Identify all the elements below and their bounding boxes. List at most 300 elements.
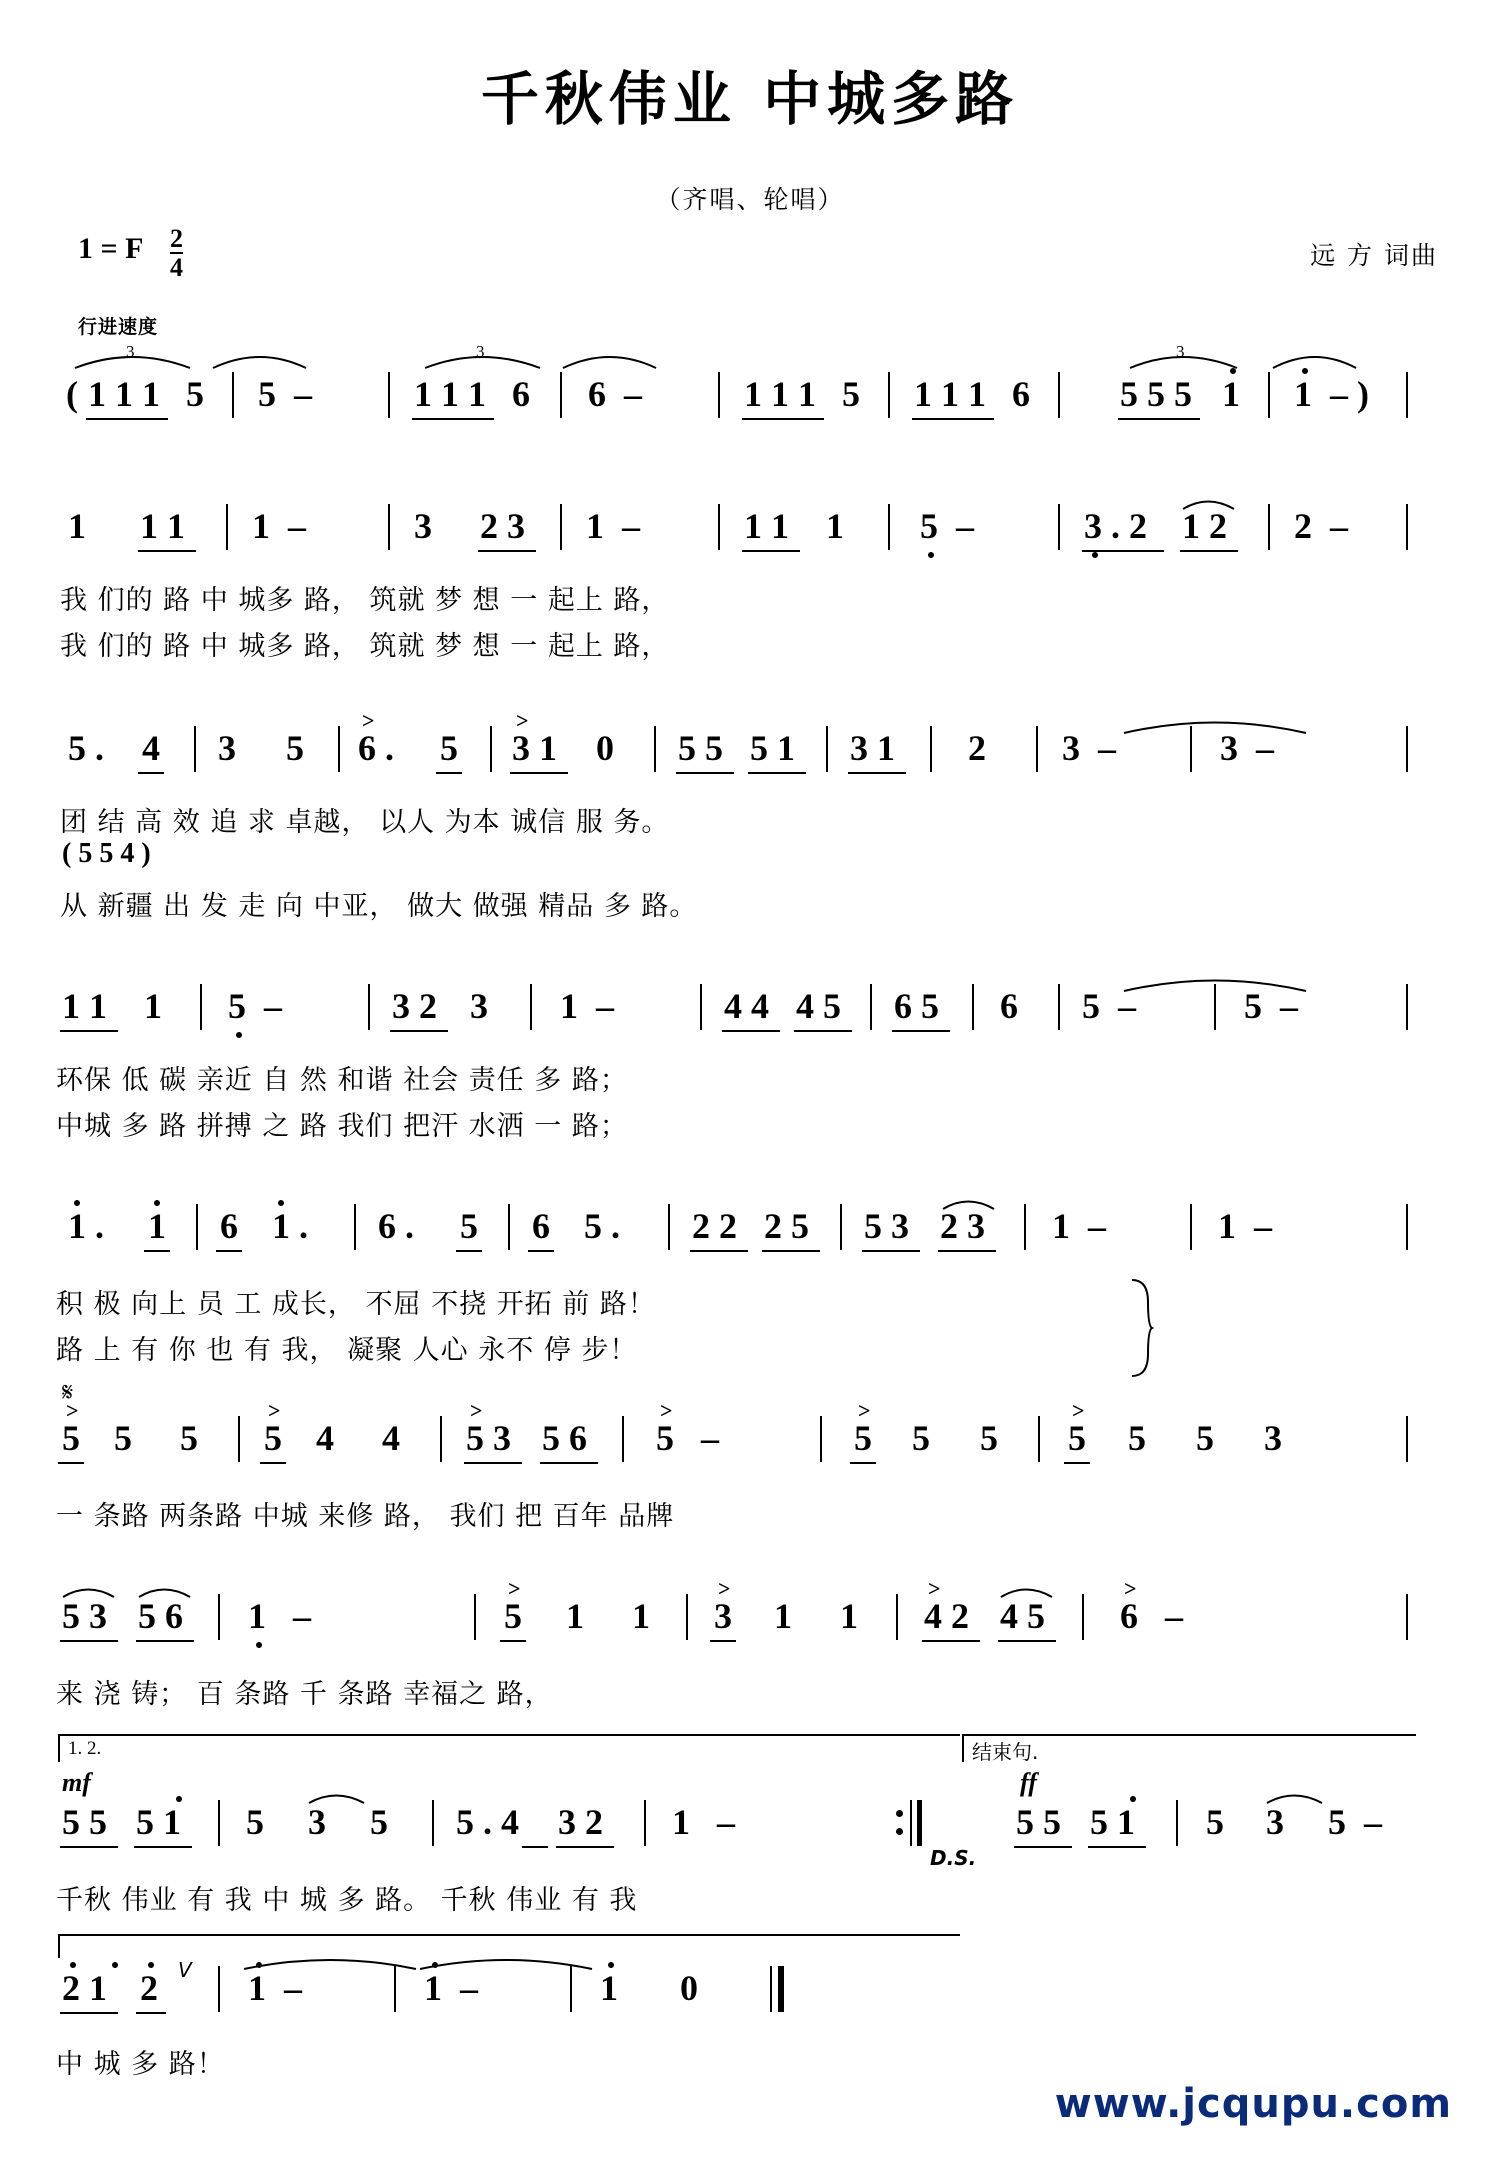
note-group: 1 . — [68, 1206, 104, 1246]
triplet-slur-icon — [70, 346, 200, 372]
note-group: 3 — [714, 1596, 732, 1636]
note-group: 1 — [632, 1596, 650, 1636]
note-group: 1 1 — [744, 506, 789, 546]
note-group: 5 1 — [136, 1802, 181, 1842]
barline — [1058, 504, 1060, 550]
barline — [530, 984, 532, 1030]
barline — [896, 1594, 898, 1640]
beam-line — [60, 1030, 118, 1032]
note-group: 6 – — [588, 374, 642, 414]
barline — [1406, 1204, 1408, 1250]
barline — [200, 984, 202, 1030]
octave-dot-above — [154, 1200, 160, 1206]
note-group: 4 5 — [1000, 1596, 1045, 1636]
music-system-verse2 — [0, 708, 1500, 922]
note-group: 3 — [414, 506, 432, 546]
note-group: 2 – — [1294, 506, 1348, 546]
note-group: 1 1 1 — [88, 374, 160, 414]
beam-line — [556, 1846, 614, 1848]
beam-line — [998, 1640, 1056, 1642]
note-group: 5 — [504, 1596, 522, 1636]
repeat-end-barline — [896, 1800, 926, 1846]
note-group: 1 — [840, 1596, 858, 1636]
barline — [700, 984, 702, 1030]
lyric-line-1: 一 条路 两条路 中城 来修 路， 我们 把 百年 品牌 — [56, 1501, 675, 1532]
barline — [432, 1800, 434, 1846]
barline — [1406, 504, 1408, 550]
barline — [388, 372, 390, 418]
octave-dot-above — [112, 1962, 118, 1968]
note-group: 3 – — [1220, 728, 1274, 768]
barline — [354, 1204, 356, 1250]
meter-numerator: 2 — [170, 224, 183, 253]
barline — [196, 1204, 198, 1250]
accent-mark: > — [1072, 1398, 1085, 1423]
barline — [218, 1594, 220, 1640]
octave-dot-above — [1130, 1796, 1136, 1802]
beam-line — [390, 1030, 448, 1032]
note-group: 4 — [316, 1418, 334, 1458]
note-group: 5 — [842, 374, 860, 414]
accent-mark: > — [268, 1398, 281, 1423]
beam-line — [138, 772, 164, 774]
barline — [490, 726, 492, 772]
barline — [972, 984, 974, 1030]
beam-line — [436, 772, 462, 774]
barline — [218, 1800, 220, 1846]
note-group: 5 – — [228, 986, 282, 1026]
triplet-slur-icon — [420, 346, 550, 372]
octave-dot-above — [278, 1200, 284, 1206]
note-group: 3 1 — [512, 728, 557, 768]
beam-line — [1082, 550, 1164, 552]
note-group: 5 — [980, 1418, 998, 1458]
octave-dot-below — [928, 552, 934, 558]
beam-line — [58, 1462, 84, 1464]
beam-line — [762, 1250, 820, 1252]
beam-line — [922, 1640, 980, 1642]
note-group: 4 4 — [724, 986, 769, 1026]
meter-denominator: 4 — [170, 253, 183, 282]
note-group: 5 — [912, 1418, 930, 1458]
triplet-number: 3 — [126, 342, 135, 361]
note-group: 6 – — [1120, 1596, 1183, 1636]
note-group: 5 3 — [864, 1206, 909, 1246]
accent-mark: > — [858, 1398, 871, 1423]
beam-line — [848, 772, 906, 774]
volta-label: 1. 2. — [68, 1738, 102, 1759]
beam-line — [60, 2012, 118, 2014]
note-group: 1 1 1 — [414, 374, 486, 414]
note-group: 1 – — [1218, 1206, 1272, 1246]
note-group: 6 — [532, 1206, 550, 1246]
note-group: 6 — [220, 1206, 238, 1246]
barline — [570, 1966, 572, 2012]
volta-bracket — [58, 1734, 960, 1762]
composer-credit: 远 方 词曲 — [1310, 241, 1438, 270]
beam-line — [850, 1462, 876, 1464]
lyric-line-2: 路 上 有 你 也 有 我， 凝聚 人心 永不 停 步！ — [56, 1335, 638, 1366]
time-signature — [170, 226, 183, 281]
note-group: 6 — [512, 374, 530, 414]
barline — [1036, 726, 1038, 772]
note-group: 5 — [264, 1418, 282, 1458]
barline — [1406, 1416, 1408, 1462]
barline — [1268, 504, 1270, 550]
beam-line — [742, 418, 824, 420]
barline — [194, 726, 196, 772]
barline — [338, 726, 340, 772]
note-group: 1 — [1222, 374, 1240, 414]
barline — [1214, 984, 1216, 1030]
octave-dot-above — [148, 1962, 154, 1968]
note-group: 5 — [460, 1206, 478, 1246]
watermark: www.jcqupu.com — [1054, 2081, 1452, 2127]
note-group: 6 . — [358, 728, 394, 768]
note-group: 5 5 5 — [1120, 374, 1192, 414]
note-group: 3 . 2 — [1084, 506, 1147, 546]
barline — [718, 372, 720, 418]
octave-dot-above — [608, 1962, 614, 1968]
barline — [1176, 1800, 1178, 1846]
octave-dot-above — [256, 1962, 262, 1968]
music-system-chorus2 — [0, 1576, 1500, 1730]
beam-line — [938, 1250, 996, 1252]
note-group: 5 — [1196, 1418, 1214, 1458]
note-group: 5 — [440, 728, 458, 768]
note-group: 5 – — [920, 506, 974, 546]
accent-mark: > — [508, 1576, 521, 1601]
octave-dot-below — [236, 1032, 242, 1038]
accent-mark: > — [718, 1576, 731, 1601]
note-group: 1 – — [424, 1968, 478, 2008]
note-group: 1 – — [672, 1802, 735, 1842]
beam-line — [892, 1030, 950, 1032]
note-group: 5 — [114, 1418, 132, 1458]
beam-line — [60, 1640, 118, 1642]
barline — [654, 726, 656, 772]
note-group: 6 — [1000, 986, 1018, 1026]
note-group: 5 — [180, 1418, 198, 1458]
beam-line — [144, 1250, 170, 1252]
barline — [1024, 1204, 1026, 1250]
barline — [388, 504, 390, 550]
note-group: 5 — [854, 1418, 872, 1458]
note-group: 0 — [680, 1968, 698, 2008]
note-group: 2 — [968, 728, 986, 768]
beam-line — [690, 1250, 748, 1252]
note-group: 4 — [382, 1418, 400, 1458]
lyric-line-1: 我 们的 路 中 城多 路， 筑就 梦 想 一 起上 路， — [60, 585, 670, 616]
beam-line — [510, 772, 568, 774]
beam-line — [742, 550, 800, 552]
note-group: 5 . — [584, 1206, 620, 1246]
octave-dot-below — [256, 1642, 262, 1648]
beam-line — [528, 1250, 554, 1252]
beam-line — [500, 1640, 526, 1642]
note-group: 2 5 — [764, 1206, 809, 1246]
beam-line — [540, 1462, 598, 1464]
beam-line — [478, 550, 536, 552]
note-group: 5 . — [68, 728, 104, 768]
verse-brace-icon — [1128, 1276, 1154, 1380]
beam-line — [60, 1846, 118, 1848]
key-signature: 1 = F — [78, 232, 144, 265]
ossia-notes: ( 5 5 4 ) — [62, 838, 151, 869]
note-group: 2 1 — [62, 1968, 107, 2008]
barline — [1190, 1204, 1192, 1250]
barline — [232, 372, 234, 418]
beam-line — [748, 772, 806, 774]
note-group: 5 – — [1244, 986, 1298, 1026]
note-group: 5 — [286, 728, 304, 768]
lyric-line-1: 千秋 伟业 有 我 中 城 多 路。 千秋 伟业 有 我 — [56, 1885, 638, 1916]
barline — [440, 1416, 442, 1462]
beam-line — [722, 1030, 780, 1032]
note-group: 5 6 — [138, 1596, 183, 1636]
barline — [1038, 1416, 1040, 1462]
lyric-line-1: 团 结 高 效 追 求 卓越， 以人 为本 诚信 服 务。 — [60, 807, 670, 838]
phrase-slur-icon — [560, 346, 660, 372]
barline — [368, 984, 370, 1030]
beam-line — [456, 1250, 482, 1252]
dynamic-ff: ff — [1020, 1768, 1037, 1797]
octave-dot-above — [432, 1962, 438, 1968]
barline — [218, 1966, 220, 2012]
note-group: 5 3 — [466, 1418, 511, 1458]
note-group: 3 — [308, 1802, 326, 1842]
phrase-slur-icon — [1270, 346, 1360, 372]
note-group: 1 – — [248, 1596, 311, 1636]
note-group: 3 – — [1062, 728, 1116, 768]
beam-line — [1088, 1846, 1146, 1848]
tempo-marking: 行进速度 — [78, 316, 159, 338]
barline — [394, 1966, 396, 2012]
note-group: 5 — [1068, 1418, 1086, 1458]
barline — [1406, 1594, 1408, 1640]
note-group: 4 5 — [796, 986, 841, 1026]
beam-line — [86, 418, 168, 420]
music-system-verse3 — [0, 970, 1500, 1150]
note-group: 5 5 — [62, 1802, 107, 1842]
note-group: 1 – — [1052, 1206, 1106, 1246]
barline — [930, 726, 932, 772]
lyric-line-1: 来 浇 铸； 百 条路 千 条路 幸福之 路， — [56, 1679, 553, 1710]
note-group: 1 1 — [140, 506, 185, 546]
note-group: 3 — [470, 986, 488, 1026]
note-group: 5 – — [1328, 1802, 1382, 1842]
lyric-line-1: 环保 低 碳 亲近 自 然 和谐 社会 责任 多 路； — [56, 1065, 628, 1096]
barline — [888, 372, 890, 418]
barline — [1406, 726, 1408, 772]
accent-mark: > — [928, 1576, 941, 1601]
beam-line — [912, 418, 994, 420]
dynamic-mf: mf — [62, 1768, 91, 1797]
note-group: 2 2 — [692, 1206, 737, 1246]
tie-icon — [1120, 714, 1310, 736]
accent-mark: > — [362, 708, 375, 733]
beam-line — [412, 418, 494, 420]
barline — [560, 372, 562, 418]
note-group: ( — [66, 374, 78, 414]
note-group: 5 1 — [750, 728, 795, 768]
music-system-verse4 — [0, 1190, 1500, 1380]
music-system-verse1 — [0, 490, 1500, 670]
note-group: 5 – — [1082, 986, 1136, 1026]
beam-line — [136, 2012, 166, 2014]
beam-line — [216, 1250, 242, 1252]
note-group: 1 — [148, 1206, 166, 1246]
lyric-line-2: 中城 多 路 拼搏 之 路 我们 把汗 水洒 一 路； — [56, 1111, 628, 1142]
beam-line — [464, 1462, 522, 1464]
barline — [560, 504, 562, 550]
lyric-line-2: 从 新疆 出 发 走 向 中亚， 做大 做强 精品 多 路。 — [60, 891, 698, 922]
note-group: 5 — [370, 1802, 388, 1842]
note-group: 2 3 — [940, 1206, 985, 1246]
beam-line — [710, 1640, 736, 1642]
note-group: 5 — [1206, 1802, 1224, 1842]
ds-mark: D.S. — [930, 1846, 977, 1870]
octave-dot-above — [70, 1962, 76, 1968]
barline — [1058, 984, 1060, 1030]
note-group: 5 — [1128, 1418, 1146, 1458]
barline — [718, 504, 720, 550]
beam-line — [1180, 550, 1238, 552]
note-group: 4 2 — [924, 1596, 969, 1636]
note-group: 1 – — [560, 986, 614, 1026]
music-system-ending — [0, 1950, 1500, 2100]
beam-line — [794, 1030, 852, 1032]
accent-mark: > — [1124, 1576, 1137, 1601]
note-group: 5 — [246, 1802, 264, 1842]
segno-icon: 𝄋 — [62, 1378, 74, 1408]
barline — [238, 1416, 240, 1462]
beam-line — [134, 1846, 192, 1848]
note-group: 1 — [600, 1968, 618, 2008]
note-group: 1 — [774, 1596, 792, 1636]
note-group: 1 – ) — [1294, 374, 1369, 414]
note-group: 2 3 — [480, 506, 525, 546]
octave-dot-above — [1302, 368, 1308, 374]
note-group: 3 — [1266, 1802, 1284, 1842]
beam-line — [260, 1462, 286, 1464]
note-group: 5 3 — [62, 1596, 107, 1636]
note-group: 3 2 — [558, 1802, 603, 1842]
note-group: 1 1 1 — [744, 374, 816, 414]
breath-mark: V — [178, 1958, 192, 1982]
coda-label: 结束句. — [972, 1740, 1039, 1764]
beam-line — [1014, 1846, 1072, 1848]
barline — [888, 504, 890, 550]
barline — [840, 1204, 842, 1250]
accent-mark: > — [660, 1398, 673, 1423]
barline — [820, 1416, 822, 1462]
octave-dot-below — [1092, 552, 1098, 558]
note-group: 5 5 — [678, 728, 723, 768]
beam-line — [136, 1640, 194, 1642]
barline — [622, 1416, 624, 1462]
note-group: 1 – — [586, 506, 640, 546]
note-group: 1 — [566, 1596, 584, 1636]
note-group: 0 — [596, 728, 614, 768]
note-group: 1 — [826, 506, 844, 546]
barline — [870, 984, 872, 1030]
note-group: 1 – — [248, 1968, 302, 2008]
note-group: 3 — [1264, 1418, 1282, 1458]
music-system-intro — [0, 342, 1500, 460]
note-group: 6 5 — [894, 986, 939, 1026]
phrase-slur-icon — [210, 346, 310, 372]
note-group: 5 – — [258, 374, 312, 414]
lyric-line-1: 积 极 向上 员 工 成长， 不屈 不挠 开拓 前 路！ — [56, 1289, 656, 1320]
beam-line — [1118, 418, 1200, 420]
note-group: 5 . 4 — [456, 1802, 519, 1842]
triplet-slur-icon — [1125, 346, 1245, 372]
barline — [1082, 1594, 1084, 1640]
barline — [644, 1800, 646, 1846]
barline — [686, 1594, 688, 1640]
note-group: 5 — [186, 374, 204, 414]
beam-line — [676, 772, 734, 774]
octave-dot-above — [176, 1796, 182, 1802]
note-group: 5 1 — [1090, 1802, 1135, 1842]
music-system-chorus1 — [0, 1378, 1500, 1560]
note-group: 4 — [142, 728, 160, 768]
note-group: 1 . — [272, 1206, 308, 1246]
beam-line — [1064, 1462, 1090, 1464]
octave-dot-above — [74, 1200, 80, 1206]
note-group: 3 1 — [850, 728, 895, 768]
note-group: 1 — [68, 506, 86, 546]
barline — [668, 1204, 670, 1250]
lyric-line-1: 中 城 多 路！ — [56, 2049, 225, 2080]
note-group: 5 – — [656, 1418, 719, 1458]
note-group: 3 — [218, 728, 236, 768]
barline — [1058, 372, 1060, 418]
note-group: 6 . — [378, 1206, 414, 1246]
barline — [226, 504, 228, 550]
note-group: 5 6 — [542, 1418, 587, 1458]
note-group: 1 – — [252, 506, 306, 546]
barline — [474, 1594, 476, 1640]
beam-line — [862, 1250, 920, 1252]
accent-mark: > — [516, 708, 529, 733]
note-group: 1 2 — [1182, 506, 1227, 546]
note-group: 3 2 — [392, 986, 437, 1026]
octave-dot-above — [1230, 368, 1236, 374]
barline — [826, 726, 828, 772]
note-group: 6 — [1012, 374, 1030, 414]
barline — [1406, 984, 1408, 1030]
music-system-chorus3 — [0, 1738, 1500, 1922]
barline — [508, 1204, 510, 1250]
note-group: 1 1 1 — [914, 374, 986, 414]
barline — [1406, 372, 1408, 418]
note-group: 5 5 — [1016, 1802, 1061, 1842]
subtitle: （齐唱、轮唱） — [655, 185, 845, 214]
final-barline — [770, 1966, 790, 2012]
triplet-number: 3 — [476, 342, 485, 361]
barline — [1268, 372, 1270, 418]
accent-mark: > — [66, 1398, 79, 1423]
beam-line — [522, 1846, 548, 1848]
accent-mark: > — [470, 1398, 483, 1423]
note-group: 1 1 — [62, 986, 107, 1026]
note-group: 5 — [62, 1418, 80, 1458]
barline — [1190, 726, 1192, 772]
lyric-line-2: 我 们的 路 中 城多 路， 筑就 梦 想 一 起上 路， — [60, 631, 670, 662]
note-group: 2 — [140, 1968, 158, 2008]
